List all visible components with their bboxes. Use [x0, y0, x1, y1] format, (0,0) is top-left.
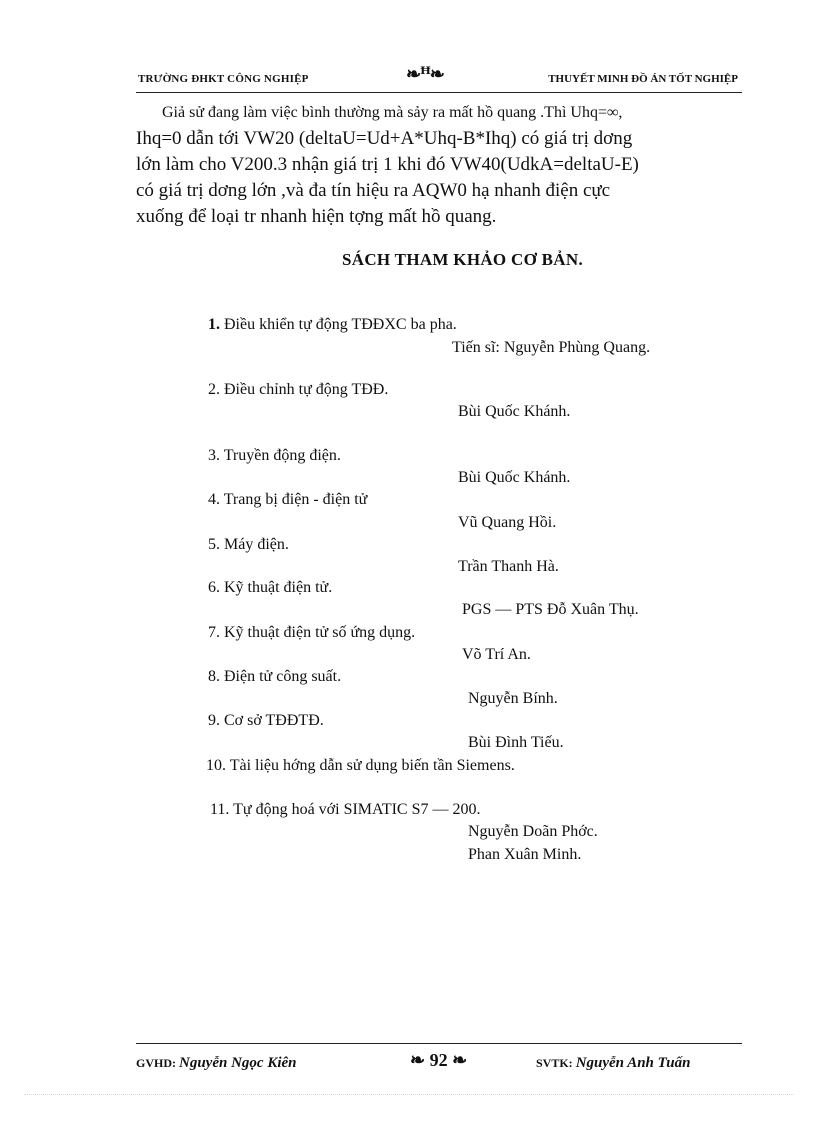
reference-item: 4. Trang bị điện - điện tử	[208, 491, 368, 508]
footer-divider	[136, 1043, 742, 1044]
reference-item: 5. Máy điện.	[208, 536, 289, 553]
reference-item: 2. Điều chỉnh tự động TĐĐ.	[208, 381, 389, 398]
header-divider	[136, 92, 742, 93]
reference-item: 10. Tài liệu hớng dẫn sử dụng biến tần Siemens.	[206, 757, 515, 774]
reference-author: Tiến sĩ: Nguyễn Phùng Quang.	[452, 339, 651, 356]
reference-author: Nguyễn Doãn Phớc.	[468, 823, 598, 840]
reference-author: Võ Trí An.	[462, 646, 531, 663]
reference-author: Nguyễn Bính.	[468, 690, 558, 707]
reference-author: Vũ Quang Hồi.	[458, 514, 557, 531]
footer-supervisor: GVHD: Nguyễn Ngọc Kiên	[136, 1055, 297, 1071]
reference-author: Bùi Quốc Khánh.	[458, 403, 571, 420]
reference-author: Bùi Quốc Khánh.	[458, 469, 571, 486]
references-title: SÁCH THAM KHẢO CƠ BẢN.	[342, 250, 583, 269]
reference-item: 8. Điện tử công suất.	[208, 668, 342, 685]
paragraph-line: có giá trị dơng lớn ,và đa tín hiệu ra AQW0 hạ nhanh điện cực	[136, 180, 611, 201]
footer-student: SVTK: Nguyễn Anh Tuấn	[536, 1055, 691, 1071]
reference-author: Trần Thanh Hà.	[458, 558, 559, 575]
reference-author: PGS — PTS Đỗ Xuân Thụ.	[462, 601, 639, 618]
reference-author: Phan Xuân Minh.	[468, 846, 582, 863]
page-footer	[136, 1050, 742, 1074]
reference-item: 11. Tự động hoá với SIMATIC S7 — 200.	[210, 801, 481, 818]
reference-author: Bùi Đình Tiếu.	[468, 734, 564, 751]
paragraph-line: Ihq=0 dẫn tới VW20 (deltaU=Ud+A*Uhq-B*Ihq) có giá trị dơng	[136, 128, 633, 149]
reference-item: 9. Cơ sở TĐĐTĐ.	[208, 712, 324, 729]
reference-item: 7. Kỹ thuật điện tử số ứng dụng.	[208, 624, 416, 641]
reference-item: 6. Kỹ thuật điện tử.	[208, 579, 333, 596]
paragraph-line: xuống để loại tr nhanh hiện tợng mất hồ quang.	[136, 206, 497, 227]
page-bottom-border	[24, 1094, 794, 1095]
reference-item: 3. Truyền động điện.	[208, 447, 341, 464]
paragraph-line: lớn làm cho V200.3 nhận giá trị 1 khi đó VW40(UdkA=deltaU-E)	[136, 154, 639, 175]
header-doc-title: THUYẾT MINH ĐỒ ÁN TỐT NGHIỆP	[548, 73, 738, 85]
reference-item: 1. Điều khiển tự động TĐĐXC ba pha.	[208, 316, 457, 333]
paragraph-line: Giả sử đang làm việc bình thường mà sảy ra mất hồ quang .Thì Uhq=∞,	[162, 104, 623, 121]
body-paragraph	[136, 100, 742, 230]
header-ornament-icon: ❧ꟸ❧	[406, 64, 444, 84]
page-header	[136, 64, 742, 90]
infinity-symbol: ∞	[606, 104, 619, 121]
page-number: ❧ 92 ❧	[410, 1050, 468, 1070]
header-school: TRƯỜNG ĐHKT CÔNG NGHIỆP	[138, 73, 309, 85]
